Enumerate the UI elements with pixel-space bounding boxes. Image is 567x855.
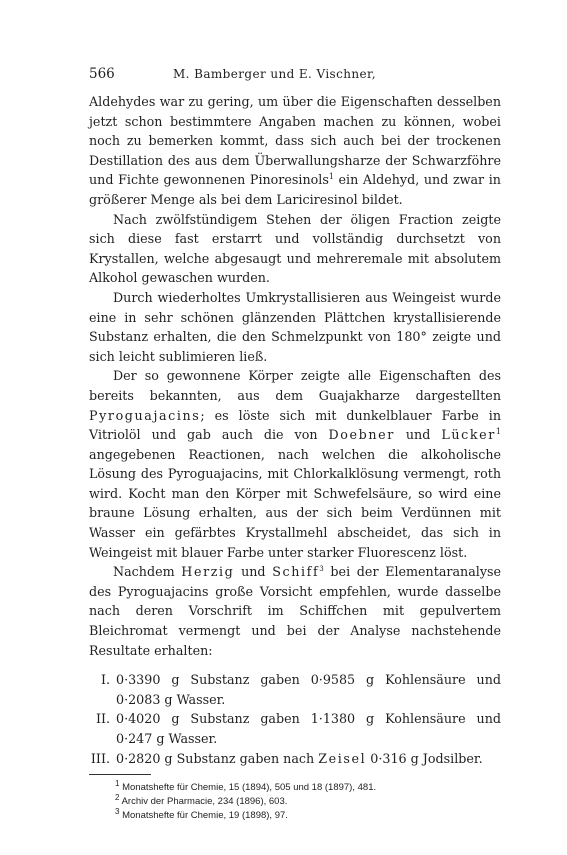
result-continuation: 0·247 g Wasser. xyxy=(116,731,218,746)
footnote-ref-3: 3 xyxy=(319,565,324,574)
page-header xyxy=(89,66,501,92)
paragraph-1-text-b: ein Aldehyd, und zwar in größerer Menge als bei dem Lariciresinol bildet. xyxy=(89,172,501,207)
footnotes xyxy=(89,781,501,823)
result-item xyxy=(89,670,501,690)
result-item xyxy=(89,749,501,769)
paragraph-3: Durch wiederholtes Umkrystallisieren aus Weingeist wurde eine in sehr schönen glänzenden Plättchen krystallisierende Substanz erhalten, die den Schmelzpunkt von 180° zeigte und sich leicht sublimieren ließ. xyxy=(89,289,501,364)
result-line: 0·4020 g Substanz gaben 1·1380 g Kohlensäure und xyxy=(116,711,501,727)
emphasized-term-pyroguajacins: Pyroguajacins xyxy=(89,407,201,423)
paragraph-4-text-b: ; es löste sich mit dunkelblauer Farbe in Vitriolöl und gab auch die von xyxy=(89,407,501,443)
result-line xyxy=(116,749,501,769)
running-title: M. Bamberger und E. Vischner, xyxy=(173,67,377,81)
paragraph-5 xyxy=(89,562,501,660)
footnote-number: 2 xyxy=(115,793,120,803)
result-number: II. xyxy=(95,711,110,727)
body-text xyxy=(89,92,501,660)
paragraph-4-text-c: angegebenen Reactionen, nach welchen die alkoholische Lösung des Pyroguajacins, mit Chlorkalklösung vermengt, roth wird. Kocht man den Körper mit Schwefelsäure, so wird eine braune Lösung erhalten, aus der sich beim Verdünnen mit Wasser ein gefärbtes Krystallmehl abscheidet, das sich in Weingeist mit blauer Farbe unter starker Fluorescenz löst. xyxy=(89,446,501,560)
author-name-schiff: Schiff xyxy=(272,564,320,580)
page-number: 566 xyxy=(89,66,115,82)
result-continuation: 0·2083 g Wasser. xyxy=(116,691,226,707)
footnote-text: Archiv der Pharmacie, 234 (1896), 603. xyxy=(121,796,288,808)
footnote-text: Monatshefte für Chemie, 19 (1898), 97. xyxy=(122,810,288,822)
footnote-item xyxy=(115,781,501,795)
result-item xyxy=(89,709,501,729)
paragraph-1 xyxy=(89,92,501,210)
footnote-number: 1 xyxy=(115,779,120,789)
analysis-results xyxy=(89,670,501,768)
author-name-zeisel: Zeisel xyxy=(318,750,367,766)
paragraph-2: Nach zwölfstündigem Stehen der öligen Fraction zeigte sich diese fast erstarrt und vollständig durchsetzt von Krystallen, welche abgesaugt und mehreremale mit absolutem Alkohol gewaschen wurden. xyxy=(89,211,501,286)
footnote-ref-1: 1 xyxy=(328,172,334,182)
paragraph-1-text-a: Aldehydes war zu gering, um über die Eigenschaften desselben jetzt schon bestimmtere Angaben machen zu können, wobei noch zu bemerken kommt, dass sich auch bei der trockenen Destillation des aus dem Überwallungsharze der Schwarzföhre und Fichte gewonnenen Pinoresinols xyxy=(89,94,501,188)
author-name-doebner: Doebner xyxy=(328,427,395,443)
footnote-ref-1b: 1 xyxy=(495,426,502,436)
conjunction: und xyxy=(394,427,442,443)
footnote-item xyxy=(115,795,501,809)
result-line-text-a: 0·2820 g Substanz gaben nach xyxy=(116,750,319,766)
result-line-text-b: 0·316 g Jodsilber. xyxy=(366,750,483,766)
footnote-item xyxy=(115,809,501,823)
footnote-text: Monatshefte für Chemie, 15 (1894), 505 und 18 (1897), 481. xyxy=(122,782,377,794)
paragraph-5-text-b: bei der Elementaranalyse des Pyroguajacins große Vorsicht empfehlen, wurde dasselbe nach deren Vorschrift im Schiffchen mit gepulvertem Bleichromat vermengt und bei der Analyse nachstehende Resultate erhalten: xyxy=(89,564,502,658)
paragraph-5-text-a: Nachdem xyxy=(113,564,182,580)
document-page xyxy=(89,66,501,826)
result-number: III. xyxy=(90,750,110,766)
paragraph-4 xyxy=(89,366,501,562)
result-line: 0·3390 g Substanz gaben 0·9585 g Kohlensäure und xyxy=(116,672,501,688)
footnote-number: 3 xyxy=(115,807,120,817)
footnote-divider xyxy=(89,774,151,775)
paragraph-4-text-a: Der so gewonnene Körper zeigte alle Eigenschaften des bereits bekannten, aus dem Guajakharze dargestellten xyxy=(89,368,501,403)
conjunction: und xyxy=(234,564,273,580)
author-name-luecker: Lücker xyxy=(441,427,496,443)
author-name-herzig: Herzig xyxy=(181,564,235,580)
result-number: I. xyxy=(100,672,110,688)
